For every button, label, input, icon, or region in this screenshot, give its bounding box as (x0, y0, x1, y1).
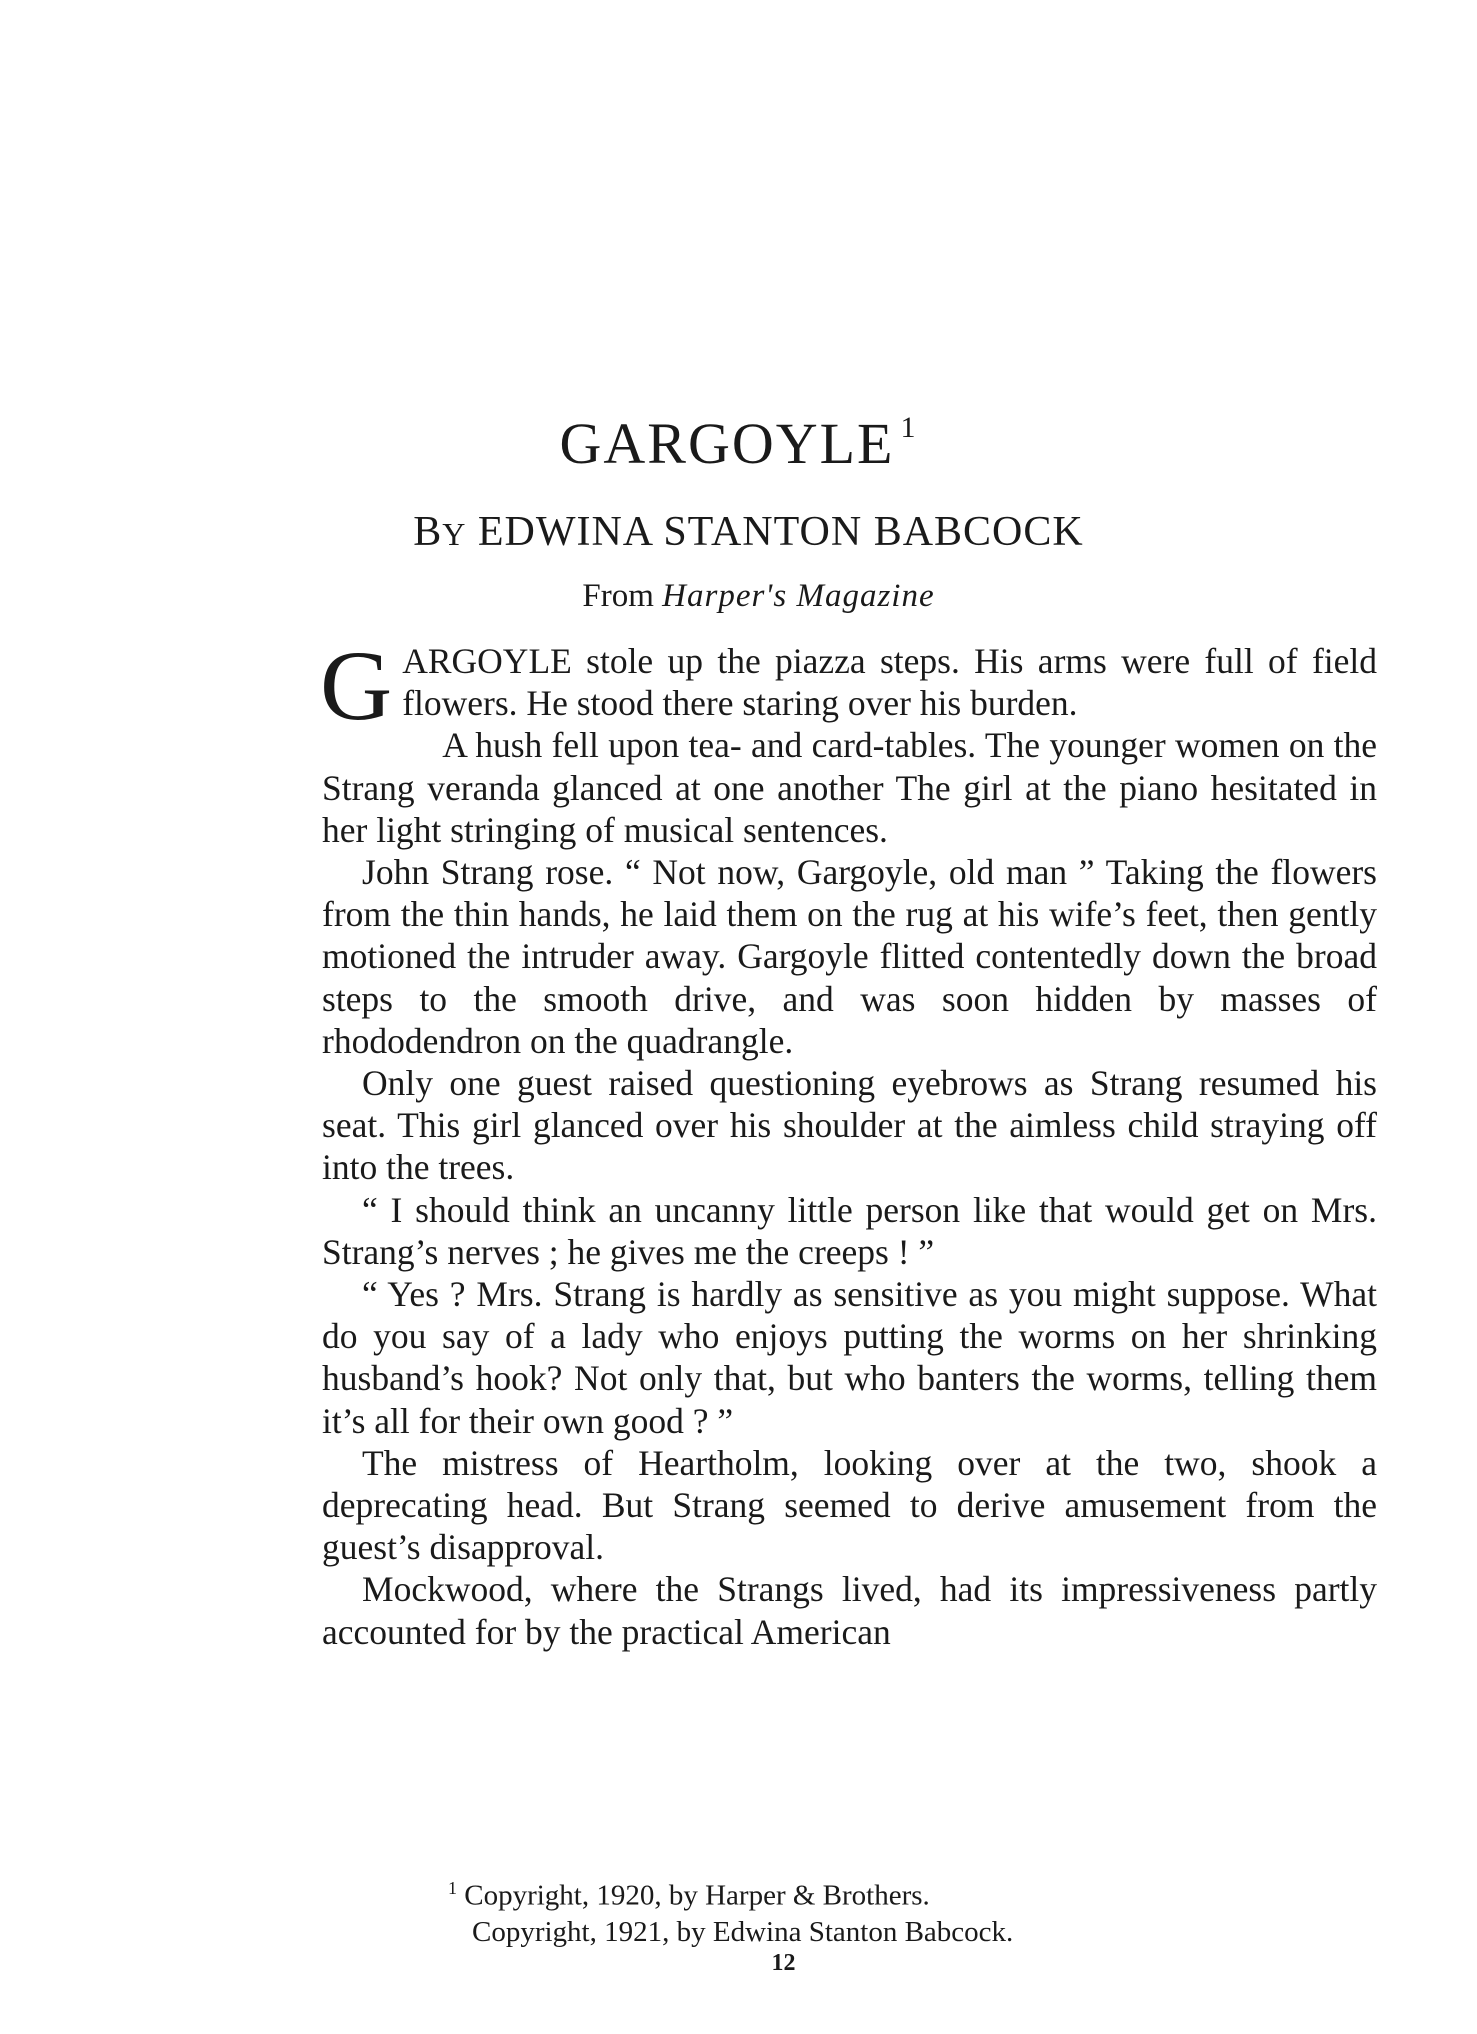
story-title-text: GARGOYLE (559, 411, 895, 476)
page-number: 12 (771, 1950, 796, 1976)
source-prefix: From (582, 578, 654, 614)
paragraph: Mockwood, where the Strangs lived, had its impressiveness partly accounted for by the practical American (322, 1569, 1377, 1652)
story-title (0, 410, 1477, 477)
source-line (0, 578, 1477, 615)
paragraph: John Strang rose. “ Not now, Gargoyle, old man ” Taking the flowers from the thin hands, he laid them on the rug at his wife’s feet, then gently motioned the intruder away. Gargoyle flitted contentedly down the broad steps to the smooth drive, and was soon hidden by masses of rhododendron on the quadrangle. (322, 852, 1377, 1061)
footnote-line-2: Copyright, 1921, by Edwina Stanton Babcock. (472, 1915, 1014, 1948)
byline-prefix: BY (413, 509, 467, 555)
author-name: EDWINA STANTON BABCOCK (477, 509, 1084, 555)
byline (0, 508, 1477, 556)
paragraph: Only one guest raised questioning eyebrows as Strang resumed his seat. This girl glanced over his shoulder at the aimless child straying off into the trees. (322, 1063, 1377, 1188)
paragraph: “ Yes ? Mrs. Strang is hardly as sensitive as you might suppose. What do you say of a lady who enjoys putting the worms on her shrinking husband’s hook? Not only that, but who banters the worms, telling them it’s all for their own good ? ” (322, 1274, 1377, 1441)
footnotes (448, 1870, 1208, 1950)
drop-cap: G (320, 630, 393, 741)
paragraph: A hush fell upon tea- and card-tables. The younger women on the Strang veranda glanced at one another The girl at the piano hesitated in her light stringing of musical sentences. (322, 725, 1377, 850)
paragraph: “ I should think an uncanny little person like that would get on Mrs. Strang’s nerves ; he gives me the creeps ! ” (322, 1189, 1377, 1272)
story-body (320, 630, 1377, 1653)
paragraph: GARGOYLE stole up the piazza steps. His arms were full of field flowers. He stood there staring over his burden. (320, 630, 1377, 741)
title-footnote-marker: 1 (900, 410, 918, 444)
footnote-marker: 1 (448, 1878, 457, 1898)
source-publication: Harper's Magazine (662, 578, 935, 614)
footnote-line-1: $^1$ Copyright, 1920, by Harper & Brothers. (448, 1878, 930, 1912)
paragraph: The mistress of Heartholm, looking over at the two, shook a deprecating head. But Strang seemed to derive amusement from the guest’s disapproval. (322, 1442, 1377, 1568)
